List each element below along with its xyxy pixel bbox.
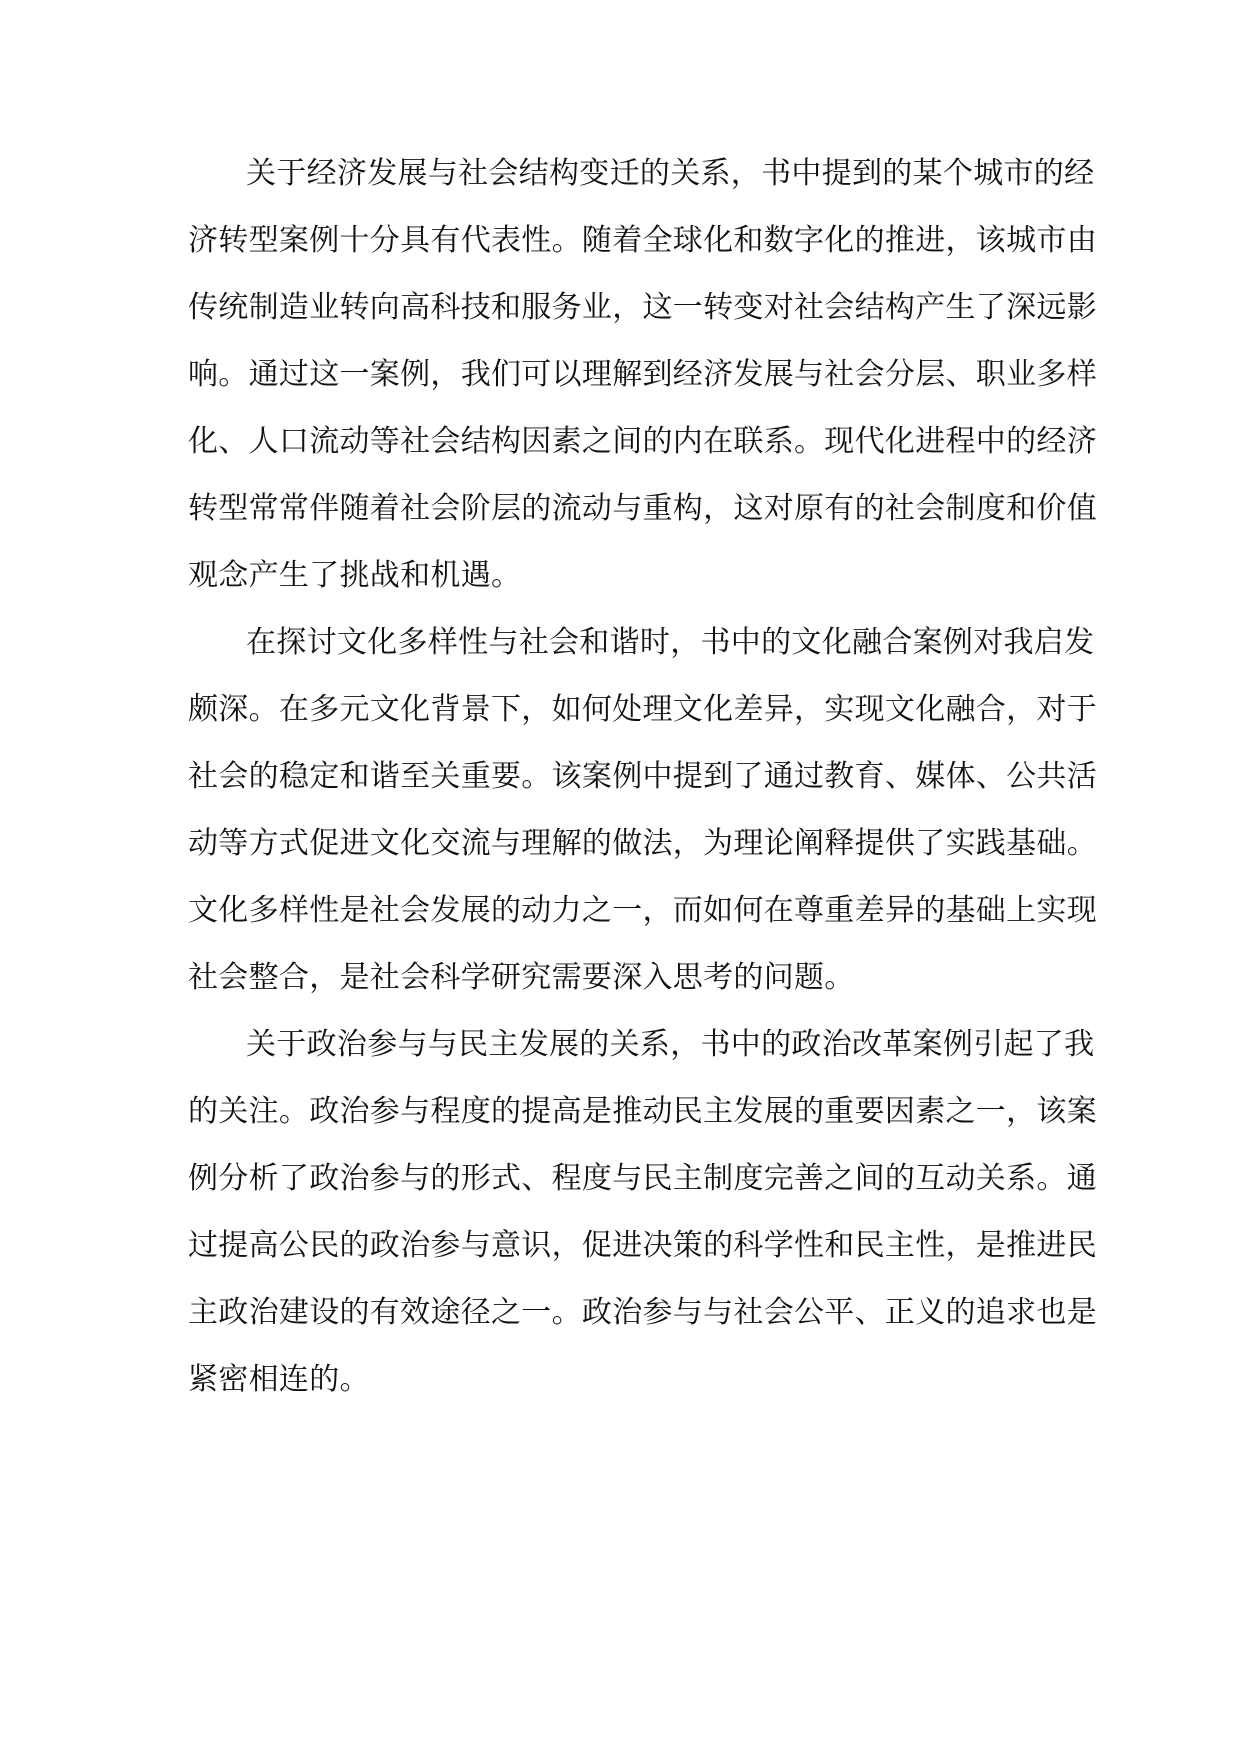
- text-line: 化、人口流动等社会结构因素之间的内在联系。现代化进程中的经济: [188, 424, 1097, 459]
- text-line: 响。通过这一案例，我们可以理解到经济发展与社会分层、职业多样: [188, 357, 1097, 392]
- text-line: 动等方式促进文化交流与理解的做法，为理论阐释提供了实践基础。: [188, 826, 1097, 861]
- document-body: [188, 140, 1097, 1413]
- text-line: 例分析了政治参与的形式、程度与民主制度完善之间的互动关系。通: [188, 1161, 1097, 1196]
- text-line: 关于经济发展与社会结构变迁的关系，书中提到的某个城市的经: [246, 156, 1095, 191]
- text-line: 观念产生了挑战和机遇。: [188, 558, 522, 593]
- text-line: 颇深。在多元文化背景下，如何处理文化差异，实现文化融合，对于: [188, 692, 1097, 727]
- text-line: 过提高公民的政治参与意识，促进决策的科学性和民主性，是推进民: [188, 1228, 1097, 1263]
- paragraph-political-participation: [188, 1011, 1097, 1413]
- text-line: 社会整合，是社会科学研究需要深入思考的问题。: [188, 960, 855, 995]
- text-line: 社会的稳定和谐至关重要。该案例中提到了通过教育、媒体、公共活: [188, 759, 1097, 794]
- text-line: 济转型案例十分具有代表性。随着全球化和数字化的推进，该城市由: [188, 223, 1097, 258]
- text-line: 文化多样性是社会发展的动力之一，而如何在尊重差异的基础上实现: [188, 893, 1097, 928]
- paragraph-economic-transformation: [188, 140, 1097, 609]
- text-line: 主政治建设的有效途径之一。政治参与与社会公平、正义的追求也是: [188, 1295, 1097, 1330]
- text-line: 在探讨文化多样性与社会和谐时，书中的文化融合案例对我启发: [246, 625, 1095, 660]
- text-line: 传统制造业转向高科技和服务业，这一转变对社会结构产生了深远影: [188, 290, 1097, 325]
- text-line: 关于政治参与与民主发展的关系，书中的政治改革案例引起了我: [246, 1027, 1095, 1062]
- text-line: 的关注。政治参与程度的提高是推动民主发展的重要因素之一，该案: [188, 1094, 1097, 1129]
- text-line: 紧密相连的。: [188, 1362, 370, 1397]
- text-line: 转型常常伴随着社会阶层的流动与重构，这对原有的社会制度和价值: [188, 491, 1097, 526]
- paragraph-cultural-diversity: [188, 609, 1097, 1011]
